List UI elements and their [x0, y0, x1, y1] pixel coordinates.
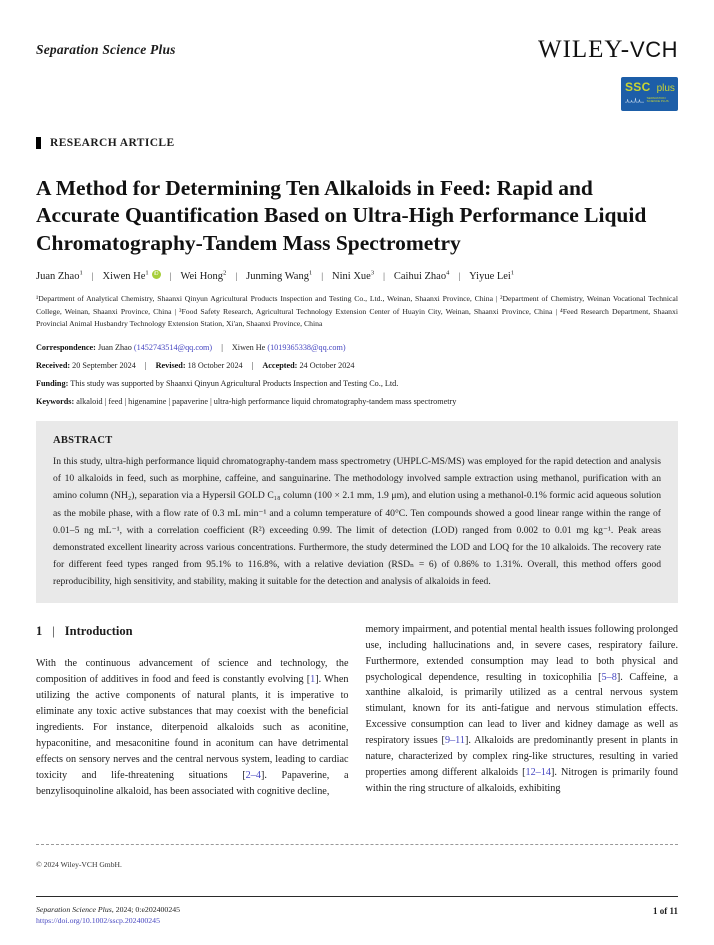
wiley-vch-logo: WILEY-VCH [537, 36, 678, 63]
page-number: 1 of 11 [652, 905, 678, 916]
abstract-box [36, 421, 678, 603]
author: Xiwen He$^1$ iD [103, 271, 161, 282]
author-list: Juan Zhao$^1$ | Xiwen He$^1$ iD | Wei Hong$^2$ | Junming Wang$^1$ | Nini Xue$^3$ | Caihui Zhao$^4$ | Yiyue Lei$^1$ [36, 269, 515, 283]
body-paragraph: memory impairment, and potential mental health issues following prolonged use, including hallucinations and, in severe cases, respiratory failure. Furthermore, extended consumption may lead to both physical and psychological dependence, resulting in toxicophilia [5–8]. Caffeine, a xanthine alkaloid, is primarily utilized as a central nervous system stimulant, known for its anti-fatigue and nervous stimulation effects. Excessive consumption can lead to liver and kidney damage as well as respiratory issues [9–11]. Alkaloids are predominantly present in plants in nature, characterized by complex ring-like structures, resulting in varied properties among different alkaloids [12–14]. Nitrogen is primarily found within the ring structure of alkaloids, exhibiting [365, 623, 678, 794]
author: Juan Zhao$^1$ [36, 269, 83, 283]
email-link[interactable]: (1452743514@qq.com) [133, 343, 213, 353]
article-type-label: RESEARCH ARTICLE [36, 137, 175, 149]
author: Junming Wang$^1$ [246, 269, 313, 283]
funding-line: Funding: This study was supported by Shaanxi Qinyun Agricultural Products Inspection and Testing Co., Ltd. [36, 379, 399, 389]
orcid-icon[interactable]: iD [152, 270, 161, 279]
article-title: A Method for Determining Ten Alkaloids in Feed: Rapid and Accurate Quantification Based on Ultra-High Performance Liquid Chromatography-Tandem Mass Spectrometry [36, 176, 647, 255]
ssc-plus-badge [621, 77, 678, 111]
journal-name: Separation Science Plus [36, 42, 176, 57]
right-column [366, 622, 679, 800]
ssc-badge-ssc: SSC [625, 80, 651, 94]
doi-link[interactable]: https://doi.org/10.1002/sscp.202400245 [36, 916, 160, 926]
publisher-logo-block [538, 36, 678, 111]
chromatogram-icon [625, 95, 645, 104]
author: Yiyue Lei$^1$ [469, 269, 515, 283]
author: Caihui Zhao$^4$ [393, 269, 450, 283]
ssc-badge-subtext: SEPARATION SCIENCE PLUS [646, 95, 669, 104]
correspondence-line: Correspondence: Juan Zhao (1452743514@qq.com) | Xiwen He (1019365338@qq.com) [36, 343, 346, 353]
page-footer [36, 844, 678, 931]
abstract-text: In this study, ultra-high performance liquid chromatography-tandem mass spectrometry (UHPLC-MS/MS) was employed for the rapid detection and analysis of 10 alkaloids in feed, such as morphine, caffeine, and sanguinarine. The methodology involved sample extraction using methanol, purification with an amino column (NH₂), separation via a Hypersil GOLD C₁₈ column (100 × 2.1 mm, 1.9 μm), and elution using a methanol-0.1% formic acid aqueous solution as the mobile phase, with a flow rate of 0.3 mL min⁻¹ and a column temperature of 40°C. Ten compounds showed a good linear range within the range of 0.01–5 ng mL⁻¹, with a correlation coefficient (R²) exceeding 0.99. The limit of detection (LOD) ranged from 0.002 to 0.01 mg kg⁻¹. Peak areas demonstrated excellent linearity across various concentrations. Furthermore, the study determined the LOD and LOQ for the 10 alkaloids. The recovery rate for different feed types ranged from 95.1% to 116.8%, with a relative deviation (RSDₙ = 6) of 0.86% to 1.31%. Overall, this method offers good reproducibility, high sensitivity, and stability, making it suitable for the detection and analysis of alkaloids in feed. [53, 456, 661, 587]
email-link[interactable]: (1019365338@qq.com) [267, 343, 346, 353]
ssc-badge-plus: plus [656, 83, 675, 94]
body-paragraph: With the continuous advancement of science and technology, the composition of additives in food and feed is constantly evolving [1]. When utilizing the active components of natural plants, it is imperative to eliminate any toxic active substances that may coexist with the beneficial ingredients. For instance, diterpenoid alkaloids such as aconitine, hypaconitine, and mesaconitine found in aconitum can have detrimental effects on sensory nerves and the central nervous system, leading to cardiac toxicity and life-threatening situations [2–4]. Papaverine, a benzylisoquinoline alkaloid, has been associated with cognitive decline, [36, 658, 349, 797]
dashed-divider [36, 844, 678, 845]
keywords-line: Keywords: alkaloid | feed | higenamine | papaverine | ultra-high performance liquid chromatography-tandem mass spectrometry [36, 397, 457, 407]
section-heading: 1 | Introduction [36, 623, 133, 638]
citation-block: Separation Science Plus, 2024; 0:e202400245 https://doi.org/10.1002/sscp.202400245 [36, 904, 181, 926]
body-columns [36, 622, 678, 800]
page-header [36, 36, 678, 111]
footer-rule [36, 896, 678, 897]
affiliations: ¹Department of Analytical Chemistry, Shaanxi Qinyun Agricultural Products Inspection and Testing Co., Ltd., Weinan, Shaanxi Province, China | ²Department of Chemistry, Weinan Vocational Technical College, Weinan, Shaanxi Province, China | ³Food Safety Research, Agricultural Technology Extension Center of Huayin City, Weinan, Shaanxi Province, China | ⁴Feed Research Department, Shaanxi Provincial Animal Husbandry Technology Extension Station, Xi'an, Shaanxi Province, China [36, 294, 678, 329]
left-column [36, 622, 349, 800]
author: Nini Xue$^3$ [332, 269, 375, 283]
abstract-heading: ABSTRACT [53, 435, 113, 447]
dates-line: Received: 20 September 2024 | Revised: 18 October 2024 | Accepted: 24 October 2024 [36, 361, 355, 371]
author: Wei Hong$^2$ [180, 269, 227, 283]
copyright-notice: © 2024 Wiley-VCH GmbH. [36, 859, 122, 869]
